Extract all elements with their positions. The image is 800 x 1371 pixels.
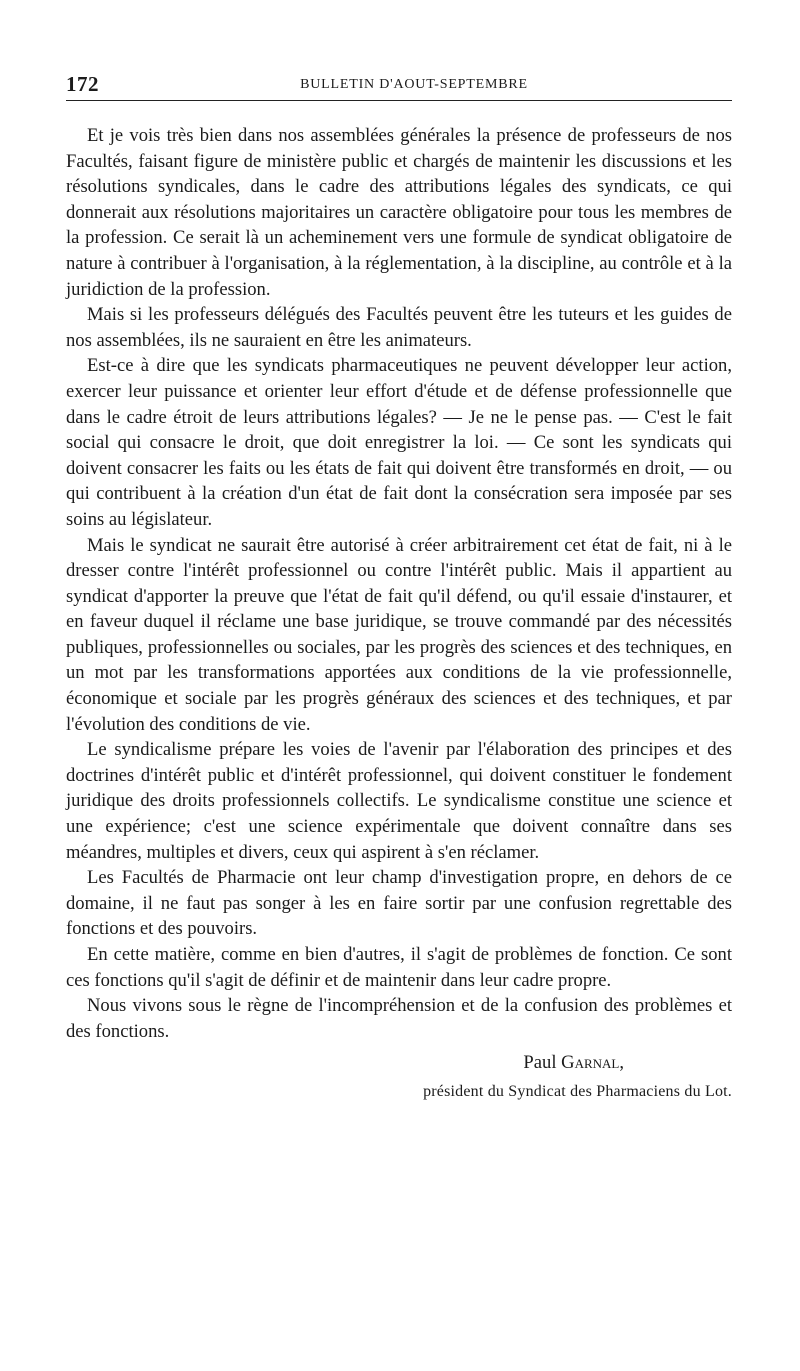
paragraph: Le syndicalisme prépare les voies de l'avenir par l'élaboration des principes et des doctrines d'intérêt public et d'intérêt professionnel, qui doivent constituer le fondement juridique des droits professionnels collectifs. Le syndicalisme constitue une science et une expérience; c'est une science expérimentale que doivent connaître dans ses méandres, multiples et divers, ceux qui aspirent à s'en réclamer. bbox=[66, 739, 732, 863]
running-title: BULLETIN D'AOUT-SEPTEMBRE bbox=[300, 77, 528, 92]
paragraph: Les Facultés de Pharmacie ont leur champ d'investigation propre, en dehors de ce domaine, il ne faut pas songer à les en faire sortir par une confusion regrettable des fonctions et des pouvoirs. bbox=[66, 867, 732, 940]
author-last-name: Garnal, bbox=[561, 1052, 624, 1074]
paragraph: Nous vivons sous le règne de l'incompréhension et de la confusion des problèmes et des fonctions. bbox=[66, 995, 732, 1042]
author-affiliation: président du Syndicat des Pharmaciens du Lot. bbox=[423, 1082, 732, 1100]
paragraph: Est-ce à dire que les syndicats pharmaceutiques ne peuvent développer leur action, exercer leur puissance et orienter leur effort d'étude et de défense professionnelle que dans le cadre étroit de leurs attributions légales? — Je ne le pense pas. — C'est le fait social qui consacre le droit, que doit enregistrer la loi. — Ce sont les syndicats qui doivent consacrer les faits ou les états de fait qui doivent être transformés en droit, — ou qui contribuent à la création d'un état de fait dont la consécration sera imposée par ses soins au législateur. bbox=[66, 355, 732, 530]
paragraph: Mais si les professeurs délégués des Facultés peuvent être les tuteurs et les guides de nos assemblées, ils ne sauraient en être les animateurs. bbox=[66, 304, 732, 351]
paragraph: Et je vois très bien dans nos assemblées générales la présence de professeurs de nos Facultés, faisant figure de ministère public et chargés de maintenir les discussions et les résolutions syndicales, dans le cadre des attributions légales des syndicats, ce qui donnerait aux résolutions majoritaires un caractère obligatoire pour tous les membres de la profession. Ce serait là un acheminement vers une formule de syndicat obligatoire de nature à contribuer à l'organisation, à la réglementation, à la discipline, au contrôle et à la juridiction de la profession. bbox=[66, 125, 732, 300]
author-first-name: Paul bbox=[523, 1052, 557, 1074]
running-header bbox=[66, 68, 732, 98]
paragraph: En cette matière, comme en bien d'autres, il s'agit de problèmes de fonction. Ce sont ces fonctions qu'il s'agit de définir et de maintenir dans leur cadre propre. bbox=[66, 944, 732, 991]
document-page bbox=[66, 68, 732, 1103]
author-signature bbox=[66, 1050, 732, 1076]
header-rule bbox=[66, 100, 732, 101]
page-number: 172 bbox=[66, 72, 99, 96]
paragraph: Mais le syndicat ne saurait être autorisé à créer arbitrairement cet état de fait, ni à le dresser contre l'intérêt professionnel ou contre l'intérêt public. Mais il appartient au syndicat d'apporter la preuve que l'état de fait qu'il défend, ou qu'il essaie d'instaurer, et en faveur duquel il réclame une base juridique, se trouve commandé par des nécessités publiques, professionnelles ou sociales, par les progrès des sciences et des techniques, en un mot par les transformations apportées aux conditions de la vie professionnelle, économique et sociale par les progrès généraux des sciences et des techniques, et par l'évolution des conditions de vie. bbox=[66, 534, 732, 735]
article-body bbox=[66, 123, 732, 1044]
